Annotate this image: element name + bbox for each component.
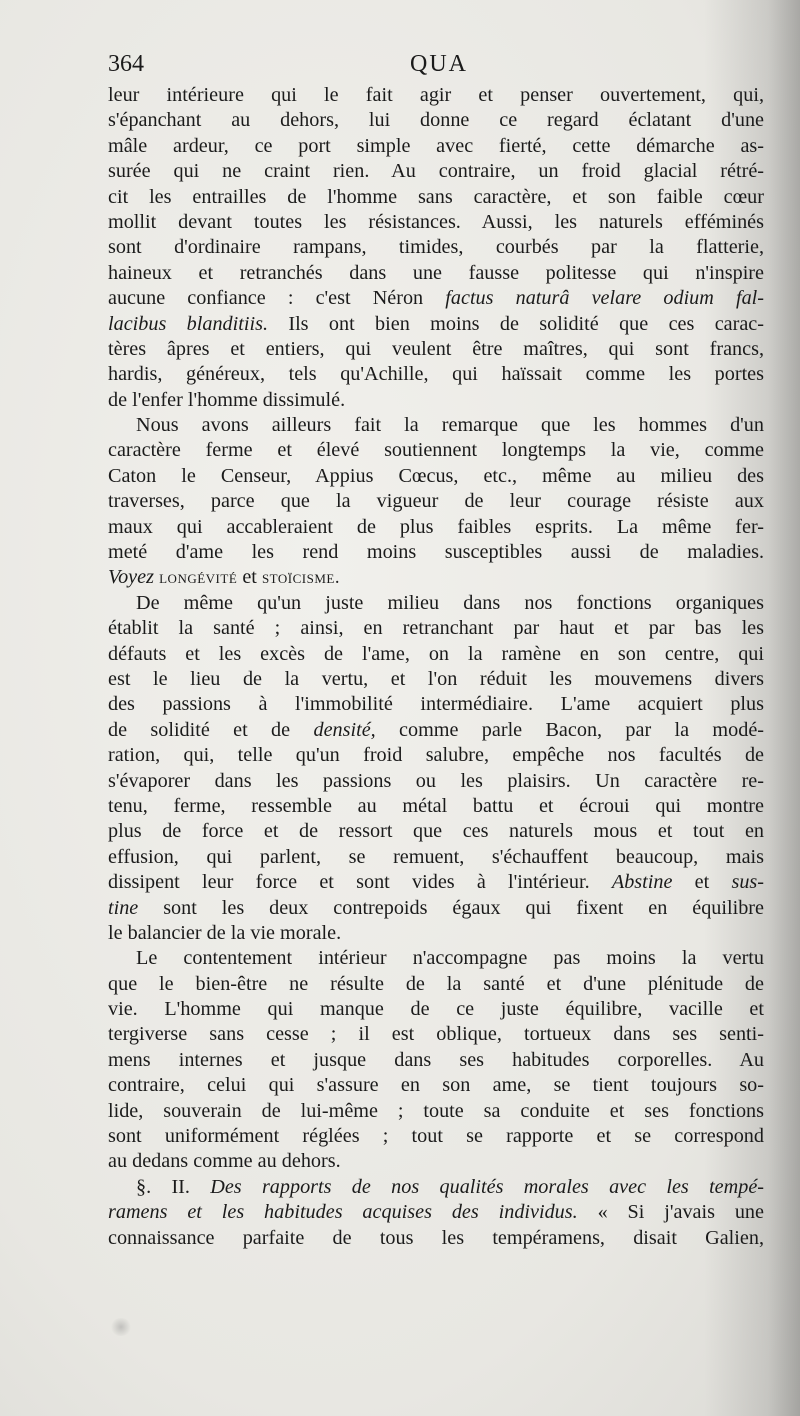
text-line	[108, 1073, 764, 1098]
text-segment: Caton le Censeur, Appius Cœcus, etc., même au milieu des	[108, 464, 764, 487]
text-segment: haineux et retranchés dans une fausse politesse qui n'inspire	[108, 261, 764, 284]
text-line	[108, 515, 764, 540]
text-segment: lacibus blanditiis.	[108, 312, 268, 335]
text-line	[108, 896, 764, 921]
text-line	[108, 972, 764, 997]
text-line	[108, 743, 764, 768]
text-segment: s'évaporer dans les passions ou les plaisirs. Un caractère re-	[108, 769, 764, 792]
text-segment: ration, qui, telle qu'un froid salubre, empêche nos facultés de	[108, 744, 764, 767]
text-segment: cit les entrailles de l'homme sans caractère, et son faible cœur	[108, 185, 764, 208]
text-line	[108, 591, 764, 616]
text-segment: de solidité et de	[108, 718, 291, 741]
text-segment: caractère ferme et élevé soutiennent longtemps la vie, comme	[108, 439, 764, 462]
text-line	[108, 616, 764, 641]
text-segment: sont d'ordinaire rampans, timides, courbés par la flatterie,	[108, 236, 764, 259]
text-segment: que le bien-être ne résulte de la santé et d'une plénitude de	[108, 972, 764, 995]
text-segment: vie. L'homme qui manque de ce juste équilibre, vacille et	[108, 998, 764, 1021]
text-segment: effusion, qui parlent, se remuent, s'échauffent beaucoup, mais	[108, 845, 764, 868]
text-segment: mollit devant toutes les résistances. Aussi, les naturels efféminés	[108, 210, 764, 233]
text-segment: est le lieu de la vertu, et l'on réduit les mouvemens divers	[108, 667, 764, 690]
page-number: 364	[108, 51, 144, 77]
text-line	[108, 1022, 764, 1047]
text-segment: leur intérieure qui le fait agir et penser ouvertement, qui,	[108, 84, 764, 106]
text-segment: Ils ont bien moins de solidité que ces carac-	[268, 312, 764, 335]
text-segment: maux qui accableraient de plus faibles esprits. La même fer-	[108, 515, 764, 538]
text-line	[108, 464, 764, 489]
text-line	[108, 1226, 764, 1251]
text-segment: traverses, parce que la vigueur de leur courage résiste aux	[108, 490, 764, 513]
text-line	[108, 210, 764, 235]
text-line	[108, 312, 764, 337]
text-line	[108, 692, 764, 717]
text-segment: Des rapports de nos qualités morales avec les tempé-	[210, 1175, 764, 1198]
text-line	[108, 1149, 764, 1174]
text-segment: plus de force et de ressort que ces naturels mous et tout en	[108, 820, 764, 843]
text-segment: stoïcisme.	[261, 567, 340, 589]
text-segment: établit la santé ; ainsi, en retranchant par haut et par bas les	[108, 617, 764, 640]
text-segment: lide, souverain de lui-même ; toute sa conduite et ses fonctions	[108, 1099, 764, 1122]
text-segment: le balancier de la vie morale.	[108, 921, 342, 944]
body-text	[108, 83, 764, 1251]
text-segment: mens internes et jusque dans ses habitudes corporelles. Au	[108, 1048, 764, 1071]
text-line	[108, 261, 764, 286]
text-segment: tenu, ferme, ressemble au métal battu et écroui qui montre	[108, 794, 764, 817]
text-line	[108, 997, 764, 1022]
text-line	[108, 845, 764, 870]
text-segment: Le contentement intérieur n'accompagne pas moins la vertu	[136, 947, 764, 970]
text-segment: tergiverse sans cesse ; il est oblique, tortueux dans ses senti-	[108, 1023, 764, 1046]
text-segment: s'épanchant au dehors, lui donne ce regard éclatant d'une	[108, 109, 764, 132]
text-line	[108, 794, 764, 819]
text-line	[108, 540, 764, 565]
text-line	[108, 946, 764, 971]
text-line	[108, 1200, 764, 1225]
text-segment: factus naturâ velare odium fal-	[445, 287, 764, 310]
text-segment: au dedans comme au dehors.	[108, 1150, 341, 1173]
text-line	[108, 870, 764, 895]
text-line	[108, 489, 764, 514]
text-segment: Abstine	[611, 871, 673, 894]
text-line	[108, 1099, 764, 1124]
text-segment: comme parle Bacon, par la modé-	[375, 718, 764, 741]
text-line	[108, 438, 764, 463]
text-line	[108, 362, 764, 387]
text-segment: ramens et les habitudes acquises des individus.	[108, 1201, 578, 1224]
text-segment: de l'enfer l'homme dissimulé.	[108, 388, 346, 411]
text-line	[108, 1124, 764, 1149]
text-segment: aucune confiance : c'est Néron	[108, 287, 424, 310]
text-segment: tine	[108, 896, 139, 919]
text-line	[108, 337, 764, 362]
text-segment: et	[237, 566, 262, 589]
text-line	[108, 108, 764, 133]
text-line	[108, 413, 764, 438]
text-line	[108, 286, 764, 311]
text-line	[108, 642, 764, 667]
text-segment: sont les deux contrepoids égaux qui fixent en équilibre	[138, 896, 764, 919]
text-segment: sont uniformément réglées ; tout se rapporte et se correspond	[108, 1125, 764, 1148]
text-segment: Nous avons ailleurs fait la remarque que les hommes d'un	[136, 414, 764, 437]
running-title: QUA	[410, 51, 468, 77]
text-line	[108, 769, 764, 794]
text-segment: des passions à l'immobilité intermédiaire. L'ame acquiert plus	[108, 693, 764, 716]
text-segment: meté d'ame les rend moins susceptibles aussi de maladies.	[108, 541, 764, 564]
text-line	[108, 1175, 764, 1200]
text-segment: contraire, celui qui s'assure en son ame, se tient toujours so-	[108, 1074, 764, 1097]
text-segment: sus-	[731, 871, 764, 894]
text-line	[108, 718, 764, 743]
text-line	[108, 565, 764, 590]
text-line	[108, 83, 764, 108]
text-line	[108, 667, 764, 692]
text-segment: densité,	[313, 718, 376, 741]
running-head	[108, 48, 768, 84]
text-line	[108, 235, 764, 260]
text-segment: Voyez	[108, 566, 154, 589]
text-line	[108, 921, 764, 946]
text-segment: mâle ardeur, ce port simple avec fierté, cette démarche as-	[108, 134, 764, 157]
text-segment: connaissance parfaite de tous les tempéramens, disait Galien,	[108, 1226, 764, 1249]
text-segment: et	[672, 871, 732, 894]
text-segment: hardis, généreux, tels qu'Achille, qui haïssait comme les portes	[108, 363, 764, 386]
text-segment: défauts et les excès de l'ame, on la ramène en son centre, qui	[108, 642, 764, 665]
text-segment: De même qu'un juste milieu dans nos fonctions organiques	[136, 591, 764, 614]
text-segment: surée qui ne craint rien. Au contraire, un froid glacial rétré-	[108, 160, 764, 183]
text-segment: dissipent leur force et sont vides à l'intérieur.	[108, 871, 590, 894]
text-segment: longévité	[153, 567, 238, 589]
ink-smudge	[110, 1318, 132, 1336]
text-line	[108, 1048, 764, 1073]
text-segment: tères âpres et entiers, qui veulent être maîtres, qui sont francs,	[108, 337, 764, 360]
text-line	[108, 185, 764, 210]
text-line	[108, 159, 764, 184]
text-segment: « Si j'avais une	[577, 1201, 764, 1224]
text-segment: §. II.	[136, 1175, 190, 1198]
text-line	[108, 388, 764, 413]
text-line	[108, 819, 764, 844]
text-line	[108, 134, 764, 159]
